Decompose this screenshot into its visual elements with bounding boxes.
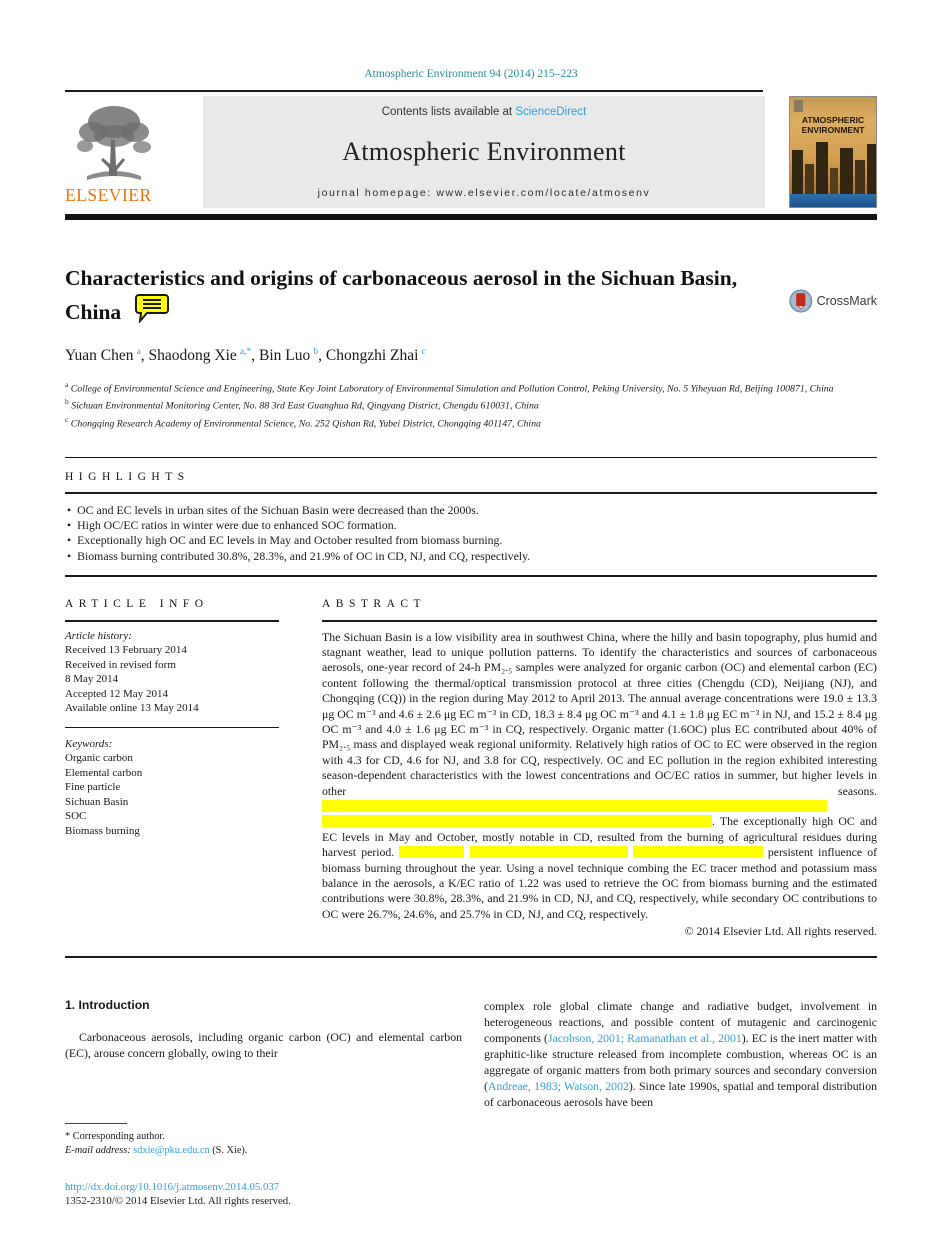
highlights-list xyxy=(67,503,877,564)
keywords-label: Keywords: xyxy=(65,737,113,750)
journal-cover-thumbnail[interactable] xyxy=(789,96,877,208)
highlight-item: • OC and EC levels in urban sites of the Sichuan Basin were decreased than the 2000s. xyxy=(67,503,877,518)
footnote-rule xyxy=(65,1123,127,1124)
comment-annotation-icon[interactable] xyxy=(135,293,169,331)
redaction-highlight xyxy=(322,815,712,827)
abstract-column xyxy=(322,598,877,940)
article-info-rule xyxy=(65,620,279,622)
journal-header-box xyxy=(203,96,765,208)
affiliations xyxy=(65,378,877,431)
email-link[interactable]: sdxie@pku.edu.cn xyxy=(133,1144,210,1156)
elsevier-wordmark: ELSEVIER xyxy=(65,184,152,205)
highlight-item: • High OC/EC ratios in winter were due to enhanced SOC formation. xyxy=(67,518,877,533)
affiliation: $^b$ Sichuan Environmental Monitoring Center, No. 88 3rd East Guanghua Rd, Qingyang District, Chengdu 610031, China xyxy=(65,397,539,412)
history-line: Accepted 12 May 2014 xyxy=(65,687,168,700)
intro-left-column xyxy=(65,998,462,1208)
intro-heading: 1. Introduction xyxy=(65,997,150,1012)
highlights-heading: HIGHLIGHTS xyxy=(65,470,190,483)
keyword: Organic carbon xyxy=(65,752,133,765)
highlights-section xyxy=(65,457,877,577)
article-info-column xyxy=(65,598,279,940)
journal-banner xyxy=(65,96,877,208)
crossmark-label: CrossMark xyxy=(816,294,877,308)
cover-title: ATMOSPHERIC ENVIRONMENT xyxy=(801,114,865,135)
copyright-line: © 2014 Elsevier Ltd. All rights reserved. xyxy=(684,924,877,939)
elsevier-logo[interactable] xyxy=(65,96,183,208)
article-title: Characteristics and origins of carbonaceous aerosol in the Sichuan Basin, China xyxy=(65,264,755,331)
crossmark-icon xyxy=(789,283,813,319)
author: Bin Luo $^b$, xyxy=(259,346,326,364)
keyword: Fine particle xyxy=(65,781,121,794)
sciencedirect-link[interactable]: ScienceDirect xyxy=(515,105,587,118)
keyword: SOC xyxy=(65,810,87,823)
article-info-heading: ARTICLE INFO xyxy=(65,597,209,610)
author-list xyxy=(65,347,877,365)
intro-left-paragraph: Carbonaceous aerosols, including organic carbon (OC) and elemental carbon (EC), arouse concern globally, owing to their xyxy=(65,1029,462,1060)
cover-skyline-art xyxy=(790,136,876,194)
highlights-heading-rule xyxy=(65,492,877,494)
highlights-bottom-rule xyxy=(65,575,877,577)
introduction-section xyxy=(65,998,877,1208)
journal-title: Atmospheric Environment xyxy=(342,137,626,166)
crossmark-badge[interactable] xyxy=(789,272,877,331)
footnote-corresponding: * Corresponding author. xyxy=(65,1130,165,1142)
affiliation: $^a$ College of Environmental Science and Engineering, State Key Joint Laboratory of Environmental Simulation and Pollution Control, Peking University, No. 5 Yiheyuan Rd, Beijing 100871, China xyxy=(65,379,834,394)
elsevier-tree-icon xyxy=(71,100,157,184)
intro-right-column xyxy=(484,998,877,1208)
article-history-label: Article history: xyxy=(65,629,132,642)
history-line: Available online 13 May 2014 xyxy=(65,702,199,715)
keyword: Elemental carbon xyxy=(65,766,143,779)
history-line: Received in revised form xyxy=(65,658,176,671)
redaction-highlight xyxy=(470,846,628,858)
title-row xyxy=(65,264,877,331)
cover-mini-logo xyxy=(794,100,803,112)
history-line: Received 13 February 2014 xyxy=(65,644,187,657)
highlights-top-rule xyxy=(65,457,877,458)
redaction-highlight xyxy=(322,800,827,812)
highlight-item: • Exceptionally high OC and EC levels in May and October resulted from biomass burning. xyxy=(67,533,877,548)
affiliation: $^c$ Chongqing Research Academy of Environmental Science, No. 252 Qishan Rd, Yubei District, Chongqing 401147, China xyxy=(65,415,541,430)
redaction-highlight xyxy=(633,846,763,858)
keyword: Sichuan Basin xyxy=(65,795,129,808)
citation-link[interactable]: Andreae, 1983; Watson, 2002 xyxy=(487,1078,629,1093)
intro-right-paragraph: complex role global climate change and radiative budget, involvement in heterogeneous reactions, and possible content of mutagenic and carcinogenic components (Jacobson, 2001; Ramanathan et al., 2001). EC is the inert matter with graphitic-like structure released from incomplete combustion, whereas OC is an aggregate of organic matters from both primary sources and secondary conversion (Andreae, 1983; Watson, 2002). Since late 1990s, spatial and temporal distribution of carbonaceous aerosols have been xyxy=(484,998,877,1109)
footnote-email: E-mail address: sdxie@pku.edu.cn (S. Xie). xyxy=(65,1144,248,1156)
author: Yuan Chen $^a$, xyxy=(65,346,149,364)
keyword: Biomass burning xyxy=(65,824,140,837)
header-top-rule xyxy=(65,90,763,92)
info-abstract-section xyxy=(65,598,877,940)
redaction-highlight xyxy=(399,846,464,858)
abstract-bottom-rule xyxy=(65,956,877,958)
highlight-item: • Biomass burning contributed 30.8%, 28.3%, and 21.9% of OC in CD, NJ, and CQ, respectively. xyxy=(67,549,877,564)
header-bottom-bar xyxy=(65,214,877,220)
contents-prefix: Contents lists available at xyxy=(381,105,516,118)
issn-copyright-line: 1352-2310/© 2014 Elsevier Ltd. All rights reserved. xyxy=(65,1194,291,1207)
corresponding-author-footnote xyxy=(65,1123,462,1158)
footer-block xyxy=(65,1180,462,1208)
keywords-separator-rule xyxy=(65,727,279,728)
contents-line xyxy=(382,106,587,118)
article-history xyxy=(65,629,279,716)
cover-water-art xyxy=(790,194,876,207)
doi-link[interactable]: http://dx.doi.org/10.1016/j.atmosenv.2014.05.037 xyxy=(65,1180,280,1193)
keywords-block xyxy=(65,737,279,839)
journal-homepage-link[interactable]: journal homepage: www.elsevier.com/locate/atmosenv xyxy=(317,186,651,199)
journal-citation[interactable]: Atmospheric Environment 94 (2014) 215–223 xyxy=(364,68,578,80)
author: Shaodong Xie $^{a,*}$, xyxy=(148,346,259,364)
abstract-text: The Sichuan Basin is a low visibility area in southwest China, where the hilly and basin topography, plus humid and stagnant weather, lead to unique pollution patterns. To identify the characteristics and sources of carbonaceous aerosols, one-year record of 24-h PM₂.₅ samples were analyzed for organic carbon (OC) and elemental carbon (EC) content following the thermal/optical transmission protocol at three cities (Chengdu (CD), Neijiang (NJ), and Chongqing (CQ)) in the region during May 2012 to April 2013. The annual average concentrations were 19.0 ± 13.3 μg OC m⁻³ and 4.6 ± 2.6 μg EC m⁻³ in CD, 18.3 ± 8.4 μg OC m⁻³ and 4.1 ± 1.8 μg EC m⁻³ in NJ, and 15.2 ± 8.4 μg OC m⁻³ and 4.0 ± 1.6 μg EC m⁻³ in CQ, respectively. Organic matter (1.6OC) plus EC contributed about 40% of PM₂.₅ mass and displayed weak regional uniformity. Relatively high ratios of OC to EC were observed in the region with 4.3 for CD, 4.6 for NJ, and 3.8 for CQ, respectively. OC and EC pollution in the region exhibited interesting season-dependent characteristics with the lowest concentrations and OC/EC ratios in summer, but higher levels in other seasons. . The exceptionally high OC and EC levels in May and October, mostly notable in CD, resulted from the burning of agricultural residues during harvest period. persistent influence of biomass burning throughout the year. Using a novel technique combing the EC tracer method and potassium mass balance in the aerosols, a K/EC ratio of 1.22 was used to retrieve the OC from biomass burning and the estimated contributions were 30.8%, 28.3%, and 21.9% in CD, NJ, and CQ, respectively, while secondary OC contributions to OC were 26.7%, 24.6%, and 25.7% in CD, NJ, and CQ, respectively. xyxy=(322,629,878,921)
abstract-rule xyxy=(322,620,877,622)
author: Chongzhi Zhai $^c$ xyxy=(325,346,426,364)
history-line: 8 May 2014 xyxy=(65,673,119,686)
citation-link[interactable]: Jacobson, 2001; Ramanathan et al., 2001 xyxy=(547,1030,742,1045)
abstract-heading: ABSTRACT xyxy=(322,597,427,610)
